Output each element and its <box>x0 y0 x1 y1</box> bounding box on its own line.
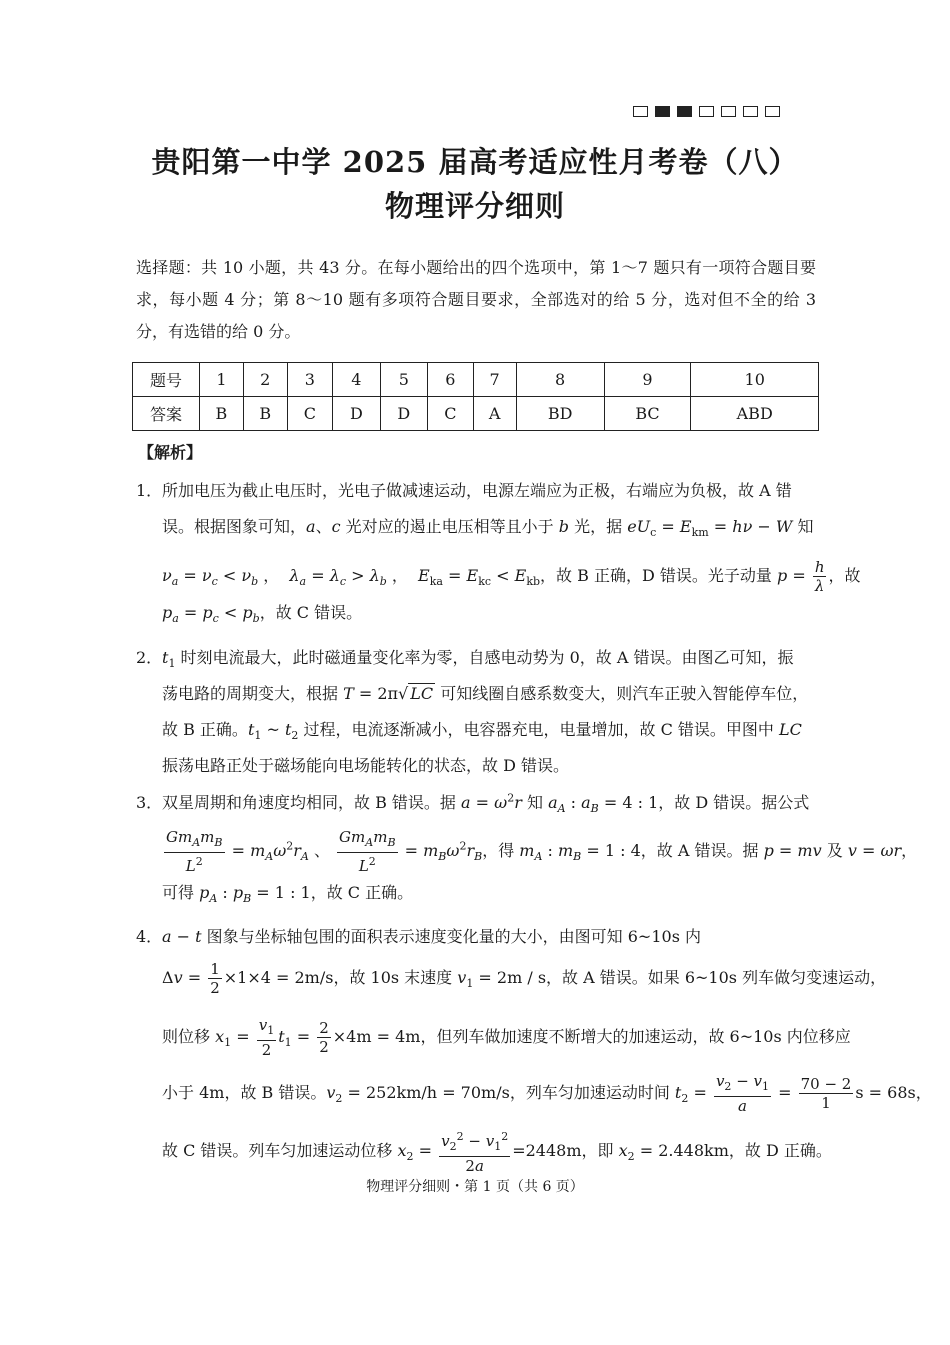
solution-text: 荡电路的周期变大，根据 <box>162 684 339 703</box>
section-instructions: 选择题：共 10 小题，共 43 分。在每小题给出的四个选项中，第 1～7 题只有一项符合题目要求，每小题 4 分；第 8～10 题有多项符合题目要求，全部选对的给 5 分，选对但不全的给 3 分，有选错的给 0 分。 <box>136 258 816 341</box>
table-cell: A <box>473 397 516 431</box>
solution-text: 双星周期和角速度均相同，故 B 错误。据 <box>162 793 456 812</box>
table-row <box>133 363 819 397</box>
progress-square <box>633 106 648 117</box>
table-cell: BC <box>604 397 691 431</box>
solution-text: 过程，电流逐渐减小，电容器充电，电量增加，故 C 错误。甲图中 <box>303 720 774 739</box>
table-cell: B <box>200 397 244 431</box>
solution-text: 可知线圈自感系数变大，则汽车正驶入智能停车位， <box>440 684 809 703</box>
formula: $\nu_a = \nu_c < \nu_b$ ， $\lambda_a = \lambda_c > \lambda_b$ ， $E_{ka} = E_{kc} < E_{kb}$ <box>162 566 541 589</box>
solution-text: ，故 <box>828 566 861 585</box>
formula: $x_2 = 2.448km$ <box>618 1141 729 1164</box>
formula: $x_2$ = $\frac{v_2^2 - v_1^2}{2a}$ <box>397 1130 509 1175</box>
table-cell: C <box>287 397 332 431</box>
solution-text: ，故 D 错误。据公式 <box>658 793 810 812</box>
formula: $v_2 = 252km/h = 70m/s$ <box>326 1083 510 1106</box>
progress-square <box>699 106 714 117</box>
solution-text: ，故 C 错误。 <box>259 603 363 622</box>
solution-2: 2．$t_1$ 时刻电流最大，此时磁通量变化率为零，自感电动势为 0，故 A 错误。由图乙可知，振 荡电路的周期变大，根据 T = 2π√ LC 可知线圈自感系数变大，则汽车正驶入智能停车位， 故 B 正确。$t_1$ ~ $t_2$ 过程，电流逐渐减小，电容器充电，电量增加，故 C 错误。甲图中 LC 振荡电路正处于磁场能向电场能转化的状态，故 D 错误。 <box>136 645 816 773</box>
solution-text: ，故 D 正确。 <box>728 1141 832 1160</box>
progress-square <box>721 106 736 117</box>
formula: $a_A$ : $a_B = 4$ : 1 <box>548 793 659 816</box>
table-cell: 4 <box>333 363 380 397</box>
solution-text: 图象与坐标轴包围的面积表示速度变化量的大小，由图可知 6~10s 内 <box>206 927 701 946</box>
formula: T = 2π√ LC <box>343 684 434 703</box>
solution-text: 故 B 正确。 <box>162 720 248 739</box>
document-subtitle: 物理评分细则 <box>384 189 565 223</box>
solution-text: 误。根据图象可知， <box>162 517 307 536</box>
solution-text: 及 <box>826 841 843 860</box>
formula: $eU_c = E_{km} = h\nu - W$ <box>627 517 793 540</box>
solution-text: 时刻电流最大，此时磁通量变化率为零，自感电动势为 0，故 A 错误。由图乙可知，振 <box>180 648 794 667</box>
formula: $p_A$ : $p_B = 1$ : 1 <box>199 883 311 906</box>
formula: $a = \omega^2r$ <box>461 791 522 812</box>
solution-text: 可得 <box>162 883 195 902</box>
solution-text: ，故 B 正确，D 错误。光子动量 <box>540 566 772 585</box>
formula: p = $\frac{h}{\lambda}$ <box>776 558 825 595</box>
progress-square <box>765 106 780 117</box>
solution-text: ，列车匀加速运动时间 <box>509 1083 670 1102</box>
formula: p = mv <box>763 841 822 860</box>
row-label: 题号 <box>133 363 200 397</box>
solution-3: 3．双星周期和角速度均相同，故 B 错误。据 $a = \omega^2r$ 知 $a_A$ : $a_B = 4$ : 1，故 D 错误。据公式 $\frac{Gm_Am_B}{L^2}$ = $m_A\omega^2r_A$ 、 $\frac{Gm_Am_B}{L^2}$ = $m_B\omega^2r_B$，得 $m_A$ : $m_B = 1$ : 4，故 A 错误。据 p = mv 及 v = ωr， 可得 $p_A$ : $p_B = 1$ : 1，故 C 正确。 <box>136 791 918 906</box>
table-cell: 8 <box>516 363 604 397</box>
table-cell: 1 <box>200 363 244 397</box>
solution-text: 知 <box>526 793 543 812</box>
solution-text: 故 C 错误。列车匀加速运动位移 <box>162 1141 393 1160</box>
table-cell: B <box>243 397 287 431</box>
progress-square <box>655 106 670 117</box>
formula: $t_2$ = $\frac{v_2 - v_1}{a}$ = $\frac{70 - 2}{1}$ s = 68s <box>674 1072 916 1115</box>
page-footer: 物理评分细则・第 1 页（共 6 页） <box>366 1179 584 1195</box>
formula: $v_1 = 2m / s$ <box>457 968 547 991</box>
solution-text: ，得 <box>482 841 515 860</box>
table-cell: C <box>428 397 473 431</box>
table-cell: 7 <box>473 363 516 397</box>
question-number: 1． <box>136 481 163 500</box>
table-cell: 9 <box>604 363 691 397</box>
solution-text: 光，据 <box>574 517 623 536</box>
solution-text: 知 <box>797 517 814 536</box>
table-cell: 2 <box>243 363 287 397</box>
solution-text: ，故 A 错误。据 <box>640 841 759 860</box>
formula: $x_1$ = $\frac{v_1}{2}$ $t_1$ = $\frac{2}{2}$ ×4m = 4m <box>215 1016 421 1059</box>
analysis-heading: 【解析】 <box>138 443 203 462</box>
formula: Δv = $\frac{1}{2}$ ×1×4 = 2m/s <box>162 960 334 997</box>
solution-text: ，但列车做加速度不断增大的加速运动，故 6~10s 内位移应 <box>420 1027 851 1046</box>
question-number: 2． <box>136 648 163 667</box>
document-title: 贵阳第一中学 2025 届高考适应性月考卷（八） <box>151 145 799 179</box>
solution-text: 光对应的遏止电压相等且小于 <box>345 517 554 536</box>
formula: $\frac{Gm_Am_B}{L^2}$ = $m_A\omega^2r_A$ 、 $\frac{Gm_Am_B}{L^2}$ = $m_B\omega^2r_B$ <box>166 828 483 875</box>
table-cell: BD <box>516 397 604 431</box>
solution-text: 振荡电路正处于磁场能向电场能转化的状态，故 D 错误。 <box>162 756 570 775</box>
progress-square <box>677 106 692 117</box>
solution-1: 1．所加电压为截止电压时，光电子做减速运动，电源左端应为正极，右端应为负极，故 A 错 误。根据图象可知，a、c 光对应的遏止电压相等且小于 b 光，据 $eU_c = E_{km} = h\nu - W$ 知 $\nu_a = \nu_c < \nu_b$ ， $\lambda_a = \lambda_c > \lambda_b$ ， $E_{ka} = E_{kc} < E_{kb}$，故 B 正确，D 错误。光子动量 p = $\frac{h}{\lambda}$ ，故 $p_a = p_c < p_b$，故 C 错误。 <box>136 478 816 620</box>
table-cell: 6 <box>428 363 473 397</box>
question-number: 3． <box>136 793 163 812</box>
row-label: 答案 <box>133 397 200 431</box>
solution-text: ，故 A 错误。如果 6~10s 列车做匀变速运动， <box>546 968 887 987</box>
solution-text: 所加电压为截止电压时，光电子做减速运动，电源左端应为正极，右端应为负极，故 A 错 <box>162 481 792 500</box>
table-cell: D <box>333 397 380 431</box>
formula: $m_A$ : $m_B = 1$ : 4 <box>519 841 641 864</box>
page-progress-indicator <box>633 106 780 117</box>
table-row <box>133 397 819 431</box>
table-cell: 5 <box>380 363 427 397</box>
solution-4: 4．a − t 图象与坐标轴包围的面积表示速度变化量的大小，由图可知 6~10s 内 Δv = $\frac{1}{2}$ ×1×4 = 2m/s，故 10s 末速度 $v_1 = 2m / s$，故 A 错误。如果 6~10s 列车做匀变速运动， 则位移 $x_1$ = $\frac{v_1}{2}$ $t_1$ = $\frac{2}{2}$ ×4m = 4m，但列车做加速度不断增大的加速运动，故 6~10s 内位移应 小于 4m，故 B 错误。$v_2 = 252km/h = 70m/s$，列车匀加速运动时间 $t_2$ = $\frac{v_2 - v_1}{a}$ = $\frac{70 - 2}{1}$ s = 68s， 故 C 错误。列车匀加速运动位移 $x_2$ = $\frac{v_2^2 - v_1^2}{2a}$ =2448m，即 $x_2 = 2.448km$，故 D 正确。 <box>136 924 816 1168</box>
solution-text: 则位移 <box>162 1027 211 1046</box>
table-cell: 3 <box>287 363 332 397</box>
progress-square <box>743 106 758 117</box>
table-cell: D <box>380 397 427 431</box>
formula: v = ωr <box>847 841 902 860</box>
solution-text: ，故 C 正确。 <box>310 883 414 902</box>
solution-text: 小于 4m，故 B 错误。 <box>162 1083 327 1102</box>
answer-table <box>132 362 819 431</box>
table-cell: 10 <box>691 363 819 397</box>
formula: $p_a = p_c < p_b$ <box>162 603 260 626</box>
table-cell: ABD <box>691 397 819 431</box>
solution-text: =2448m，即 <box>512 1141 614 1160</box>
solution-text: ，故 10s 末速度 <box>333 968 453 987</box>
question-number: 4． <box>136 927 163 946</box>
